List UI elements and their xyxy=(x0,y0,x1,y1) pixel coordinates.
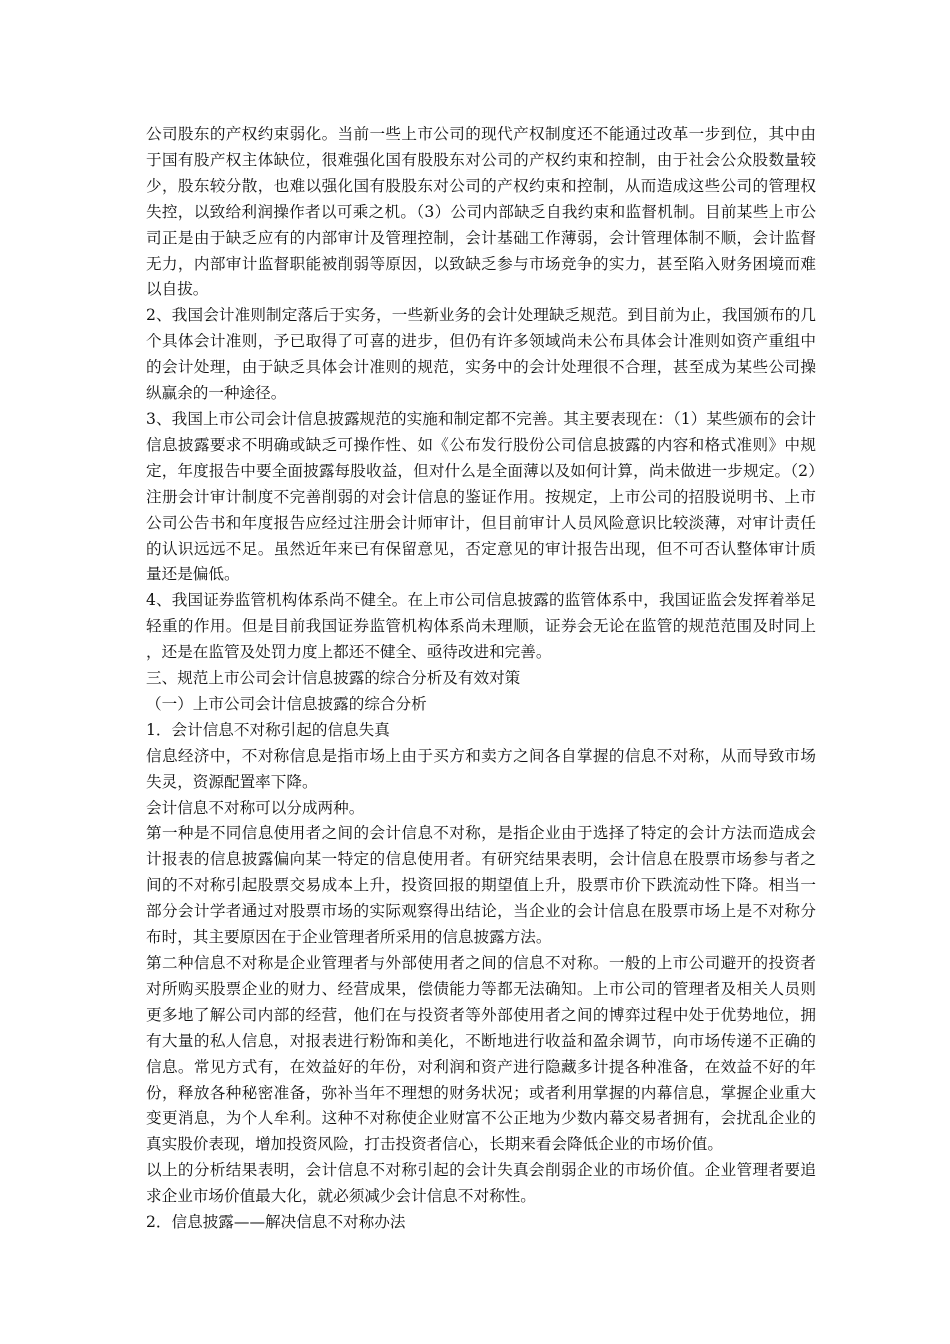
paragraph-disclosure-norms: 3、我国上市公司会计信息披露规范的实施和制定都不完善。其主要表现在：（1）某些颁布的会计信息披露要求不明确或缺乏可操作性、如《公布发行股份公司信息披露的内容和格式准则》中规定，年度报告中要全面披露每股收益，但对什么是全面薄以及如何计算，尚未做进一步规定。（2）注册会计审计制度不完善削弱的对会计信息的鉴证作用。按规定，上市公司的招股说明书、上市公司公告书和年度报告应经过注册会计师审计，但目前审计人员风险意识比较淡薄，对审计责任的认识远远不足。虽然近年来已有保留意见，否定意见的审计报告出现，但不可否认整体审计质量还是偏低。 xyxy=(146,409,816,584)
document-body xyxy=(146,122,816,1236)
section-heading-3: 三、规范上市公司会计信息披露的综合分析及有效对策 xyxy=(146,669,521,688)
paragraph-first-type: 第一种是不同信息使用者之间的会计信息不对称，是指企业由于选择了特定的会计方法而造成会计报表的信息披露偏向某一特定的信息使用者。有研究结果表明，会计信息在股票市场参与者之间的不对称引起股票交易成本上升，投资回报的期望值上升，股票市价下跌流动性下降。相当一部分会计学者通过对股票市场的实际观察得出结论，当企业的会计信息在股票市场上是不对称分布时，其主要原因在于企业管理者所采用的信息披露方法。 xyxy=(146,824,816,947)
subsection-heading-1: （一）上市公司会计信息披露的综合分析 xyxy=(146,694,427,713)
paragraph-regulatory-system: 4、我国证券监管机构体系尚不健全。在上市公司信息披露的监管体系中，我国证监会发挥着举足轻重的作用。但是目前我国证券监管机构体系尚未理顺，证券会无论在监管的规范范围及时同上，还是在监管及处罚力度上都还不健全、亟待改进和完善。 xyxy=(146,591,816,662)
item-heading-2: 2．信息披露——解决信息不对称办法 xyxy=(146,1213,406,1232)
paragraph-property-constraint: 公司股东的产权约束弱化。当前一些上市公司的现代产权制度还不能通过改革一步到位，其中由于国有股产权主体缺位，很难强化国有股股东对公司的产权约束和控制，由于社会公众股数量较少，股东较分散，也难以强化国有股股东对公司的产权约束和控制，从而造成这些公司的管理权失控，以致给利润操作者以可乘之机。（3）公司内部缺乏自我约束和监督机制。目前某些上市公司正是由于缺乏应有的内部审计及管理控制，会计基础工作薄弱，会计管理体制不顺，会计监督无力，内部审计监督职能被削弱等原因，以致缺乏参与市场竞争的实力，甚至陷入财务困境而难以自拔。 xyxy=(146,125,816,299)
paragraph-asymmetric-info-definition: 信息经济中，不对称信息是指市场上由于买方和卖方之间各自掌握的信息不对称，从而导致市场失灵，资源配置率下降。 xyxy=(146,746,816,791)
paragraph-two-types: 会计信息不对称可以分成两种。 xyxy=(146,798,365,817)
paragraph-second-type: 第二种信息不对称是企业管理者与外部使用者之间的信息不对称。一般的上市公司避开的投资者对所购买股票企业的财力、经营成果，偿债能力等都无法确知。上市公司的管理者及相关人员则更多地了解公司内部的经营，他们在与投资者等外部使用者之间的博弈过程中处于优势地位，拥有大量的私人信息，对报表进行粉饰和美化，不断地进行收益和盈余调节，向市场传递不正确的信息。常见方式有，在效益好的年份，对利润和资产进行隐藏多计提各种准备，在效益不好的年份，释放各种秘密准备，弥补当年不理想的财务状况；或者利用掌握的内幕信息，掌握企业重大变更消息，为个人牟利。这种不对称使企业财富不公正地为少数内幕交易者拥有，会扰乱企业的真实股价表现，增加投资风险，打击投资者信心，长期来看会降低企业的市场价值。 xyxy=(146,954,816,1154)
item-heading-1: 1．会计信息不对称引起的信息失真 xyxy=(146,720,390,739)
paragraph-accounting-standards: 2、我国会计准则制定落后于实务，一些新业务的会计处理缺乏规范。到目前为止，我国颁布的几个具体会计准则，予已取得了可喜的进步，但仍有许多领域尚未公布具体会计准则如资产重组中的会计处理，由于缺乏具体会计准则的规范，实务中的会计处理很不合理，甚至成为某些公司操纵赢余的一种途径。 xyxy=(146,306,816,403)
paragraph-conclusion: 以上的分析结果表明，会计信息不对称引起的会计失真会削弱企业的市场价值。企业管理者要追求企业市场价值最大化，就必须减少会计信息不对称性。 xyxy=(146,1161,816,1206)
